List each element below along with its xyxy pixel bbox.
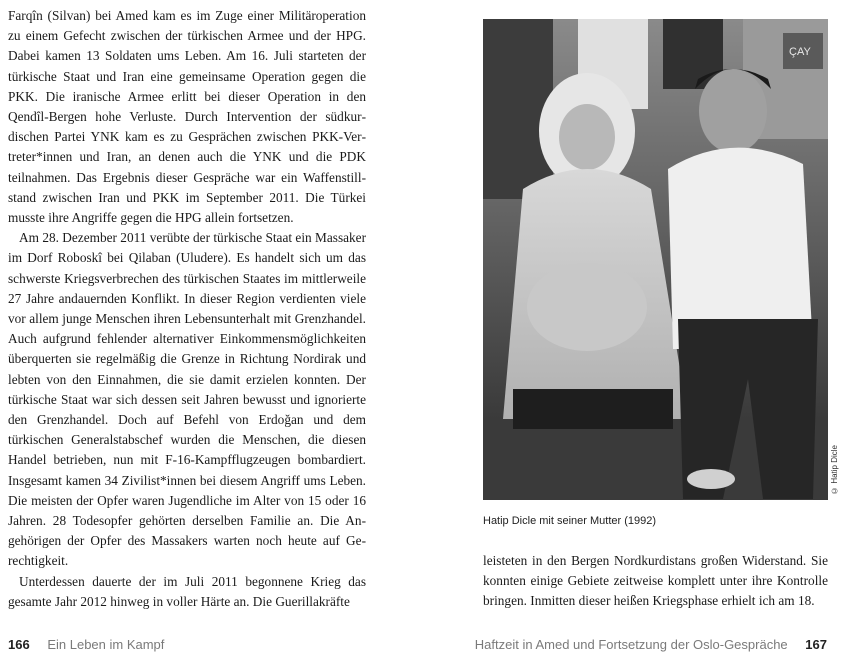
- page-number: 167: [805, 637, 827, 652]
- paragraph: leisteten in den Bergen Nordkurdistans großen Widerstand. Sie konnten einige Gebiete zeitweise komplett unter ihre Kontrolle bringen. Inmitten dieser heißen Kriegsphase erhielt ich am 18.: [483, 553, 828, 609]
- left-body-text: [8, 6, 366, 612]
- left-footer: [8, 637, 164, 652]
- running-head: Haftzeit in Amed und Fortsetzung der Oslo-Gespräche: [474, 637, 788, 652]
- photo-credit: © Hatip Dicle: [830, 445, 839, 495]
- paragraph: Unterdessen dauerte der im Juli 2011 begonnene Krieg das gesamte Jahr 2012 hinweg in voller Härte an. Die Guerillakräfte: [8, 573, 366, 609]
- photo-caption: Hatip Dicle mit seiner Mutter (1992): [483, 515, 657, 527]
- running-head: Ein Leben im Kampf: [47, 637, 165, 652]
- page-number: 166: [8, 637, 30, 652]
- right-body-text: [483, 551, 828, 612]
- portrait-photo: [483, 19, 828, 500]
- left-page: [0, 0, 420, 672]
- paragraph: Am 28. Dezember 2011 verübte der türkische Staat ein Massaker im Dorf Roboskî bei Qilaban (Uludere). Es handelt sich um das schwerste Kriegsverbrechen des türkischen Staates im mittlerweile 27 Jahre andauernden Konflikt. In dieser Region verdienten viele vor allem junge Menschen ihren Lebensunterhalt mit Grenzhandel. Auch aufgrund fehlender alternativer Einkommensmöglichkeiten überquerten sie regelmäßig die Grenze in Richtung Nordirak und lebten von den Einnahmen, die sie damit erzielen konnten. Der türkische Staat war sich dessen seit Jahren bewusst und ignorierte den Grenzhandel. Doch auf Befehl von Erdoğan und dem türkischen Generalstabschef wurden die Menschen, die diesen Handel betrieben, nun mit F-16-Kampfflugzeugen bombardiert. Insgesamt kamen 34 Zivilist*innen bei diesem Angriff ums Leben. Die meisten der Opfer waren Jugendliche im Alter von 15 oder 16 Jahren. 28 Todesopfer gehörten derselben Familie an. Die Angehörigen der Opfer des Massakers warten noch heute auf Gerechtigkeit.: [8, 230, 366, 569]
- paragraph: Farqîn (Silvan) bei Amed kam es im Zuge einer Militäroperation zu einem Gefecht zwischen der türkischen Armee und der HPG. Dabei kamen 13 Soldaten ums Leben. Am 16. Juli starteten der türkische Staat und Iran eine gemeinsame Operation gegen die PKK. Die iranische Armee erlitt bei dieser Operation in den Qendîl-Bergen hohe Verluste. Durch Intervention der südkurdischen Partei YNK kam es zu Gesprächen zwischen PKK-Vertreter*innen und Iran, an denen auch die YNK und die PDK teilnahmen. Das Ergebnis dieser Gespräche war ein Waffenstillstand zwischen Iran und PKK im September 2011. Die Türkei musste ihre Angriffe gegen die HPG allein fortsetzen.: [8, 8, 366, 226]
- cay-sign-text: ÇAY: [789, 46, 811, 58]
- right-page: [420, 0, 841, 672]
- right-footer: [475, 637, 827, 652]
